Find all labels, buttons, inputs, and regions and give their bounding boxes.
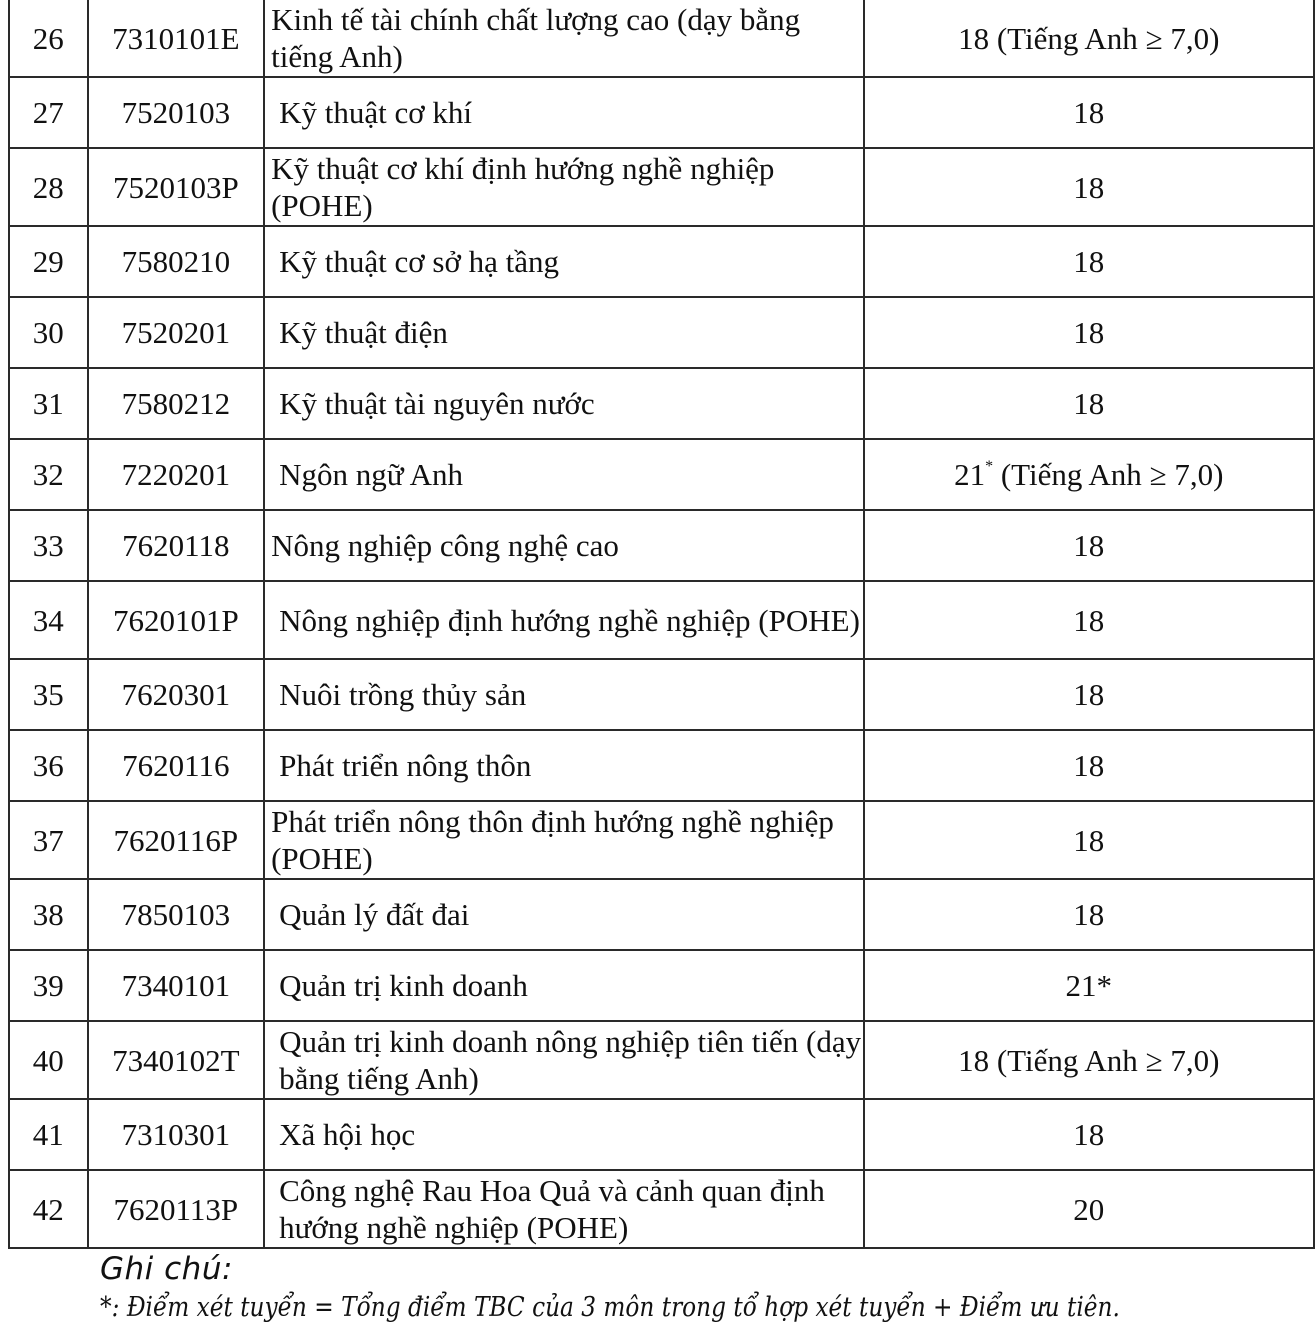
major-code: 7520103P bbox=[88, 148, 265, 226]
row-number: 36 bbox=[9, 730, 88, 801]
major-code: 7620113P bbox=[88, 1170, 265, 1248]
min-score: 18 (Tiếng Anh ≥ 7,0) bbox=[864, 1021, 1315, 1099]
min-score: 18 bbox=[864, 510, 1315, 581]
major-name: Kinh tế tài chính chất lượng cao (dạy bằng tiếng Anh) bbox=[264, 0, 863, 77]
min-score: 18 (Tiếng Anh ≥ 7,0) bbox=[864, 0, 1315, 77]
major-code: 7310101E bbox=[88, 0, 265, 77]
major-name: Phát triển nông thôn bbox=[264, 730, 863, 801]
score-value: 21 bbox=[954, 457, 986, 492]
major-name: Kỹ thuật điện bbox=[264, 297, 863, 368]
asterisk-marker: * bbox=[985, 458, 994, 475]
min-score: 18 bbox=[864, 730, 1315, 801]
major-name: Kỹ thuật cơ sở hạ tầng bbox=[264, 226, 863, 297]
table-row bbox=[9, 879, 1314, 950]
table-row bbox=[9, 1099, 1314, 1170]
table-row bbox=[9, 801, 1314, 879]
table-row bbox=[9, 1021, 1314, 1099]
min-score bbox=[864, 439, 1315, 510]
major-code: 7620116 bbox=[88, 730, 265, 801]
admission-score-table-container bbox=[8, 0, 1315, 1249]
major-code: 7520103 bbox=[88, 77, 265, 148]
min-score: 20 bbox=[864, 1170, 1315, 1248]
major-code: 7340101 bbox=[88, 950, 265, 1021]
major-name: Xã hội học bbox=[264, 1099, 863, 1170]
table-row bbox=[9, 439, 1314, 510]
min-score: 18 bbox=[864, 77, 1315, 148]
major-name: Quản lý đất đai bbox=[264, 879, 863, 950]
major-name: Nông nghiệp công nghệ cao bbox=[264, 510, 863, 581]
major-name: Kỹ thuật cơ khí định hướng nghề nghiệp (POHE) bbox=[264, 148, 863, 226]
major-code: 7580212 bbox=[88, 368, 265, 439]
min-score: 18 bbox=[864, 581, 1315, 659]
table-row bbox=[9, 510, 1314, 581]
row-number: 42 bbox=[9, 1170, 88, 1248]
major-code: 7620118 bbox=[88, 510, 265, 581]
row-number: 32 bbox=[9, 439, 88, 510]
row-number: 30 bbox=[9, 297, 88, 368]
score-condition: (Tiếng Anh ≥ 7,0) bbox=[993, 457, 1224, 492]
row-number: 33 bbox=[9, 510, 88, 581]
major-code: 7220201 bbox=[88, 439, 265, 510]
table-row bbox=[9, 226, 1314, 297]
min-score: 18 bbox=[864, 801, 1315, 879]
notes-footnote: *: Điểm xét tuyển = Tổng điểm TBC của 3 môn trong tổ hợp xét tuyển + Điểm ưu tiên. bbox=[100, 1292, 1120, 1323]
major-name: Công nghệ Rau Hoa Quả và cảnh quan định hướng nghề nghiệp (POHE) bbox=[264, 1170, 863, 1248]
admission-score-table bbox=[8, 0, 1315, 1249]
min-score: 18 bbox=[864, 368, 1315, 439]
min-score: 18 bbox=[864, 297, 1315, 368]
row-number: 29 bbox=[9, 226, 88, 297]
table-row bbox=[9, 730, 1314, 801]
table-row bbox=[9, 368, 1314, 439]
major-name: Kỹ thuật cơ khí bbox=[264, 77, 863, 148]
notes-title: Ghi chú: bbox=[100, 1251, 233, 1287]
min-score: 18 bbox=[864, 148, 1315, 226]
row-number: 27 bbox=[9, 77, 88, 148]
row-number: 35 bbox=[9, 659, 88, 730]
major-code: 7310301 bbox=[88, 1099, 265, 1170]
table-row bbox=[9, 659, 1314, 730]
row-number: 37 bbox=[9, 801, 88, 879]
min-score: 18 bbox=[864, 226, 1315, 297]
min-score: 18 bbox=[864, 879, 1315, 950]
row-number: 40 bbox=[9, 1021, 88, 1099]
table-row bbox=[9, 297, 1314, 368]
major-name: Nuôi trồng thủy sản bbox=[264, 659, 863, 730]
min-score: 21* bbox=[864, 950, 1315, 1021]
min-score: 18 bbox=[864, 1099, 1315, 1170]
major-name: Quản trị kinh doanh bbox=[264, 950, 863, 1021]
table-row bbox=[9, 0, 1314, 77]
major-name: Quản trị kinh doanh nông nghiệp tiên tiến (dạy bằng tiếng Anh) bbox=[264, 1021, 863, 1099]
row-number: 26 bbox=[9, 0, 88, 77]
major-code: 7620101P bbox=[88, 581, 265, 659]
major-name: Phát triển nông thôn định hướng nghề nghiệp (POHE) bbox=[264, 801, 863, 879]
major-name: Ngôn ngữ Anh bbox=[264, 439, 863, 510]
table-row bbox=[9, 1170, 1314, 1248]
major-code: 7340102T bbox=[88, 1021, 265, 1099]
major-code: 7850103 bbox=[88, 879, 265, 950]
row-number: 28 bbox=[9, 148, 88, 226]
table-row bbox=[9, 950, 1314, 1021]
min-score: 18 bbox=[864, 659, 1315, 730]
major-code: 7580210 bbox=[88, 226, 265, 297]
major-code: 7620301 bbox=[88, 659, 265, 730]
row-number: 38 bbox=[9, 879, 88, 950]
row-number: 34 bbox=[9, 581, 88, 659]
major-code: 7520201 bbox=[88, 297, 265, 368]
row-number: 39 bbox=[9, 950, 88, 1021]
row-number: 31 bbox=[9, 368, 88, 439]
major-code: 7620116P bbox=[88, 801, 265, 879]
row-number: 41 bbox=[9, 1099, 88, 1170]
table-row bbox=[9, 581, 1314, 659]
table-row bbox=[9, 148, 1314, 226]
major-name: Nông nghiệp định hướng nghề nghiệp (POHE) bbox=[264, 581, 863, 659]
table-row bbox=[9, 77, 1314, 148]
major-name: Kỹ thuật tài nguyên nước bbox=[264, 368, 863, 439]
notes-section bbox=[100, 1250, 1286, 1328]
